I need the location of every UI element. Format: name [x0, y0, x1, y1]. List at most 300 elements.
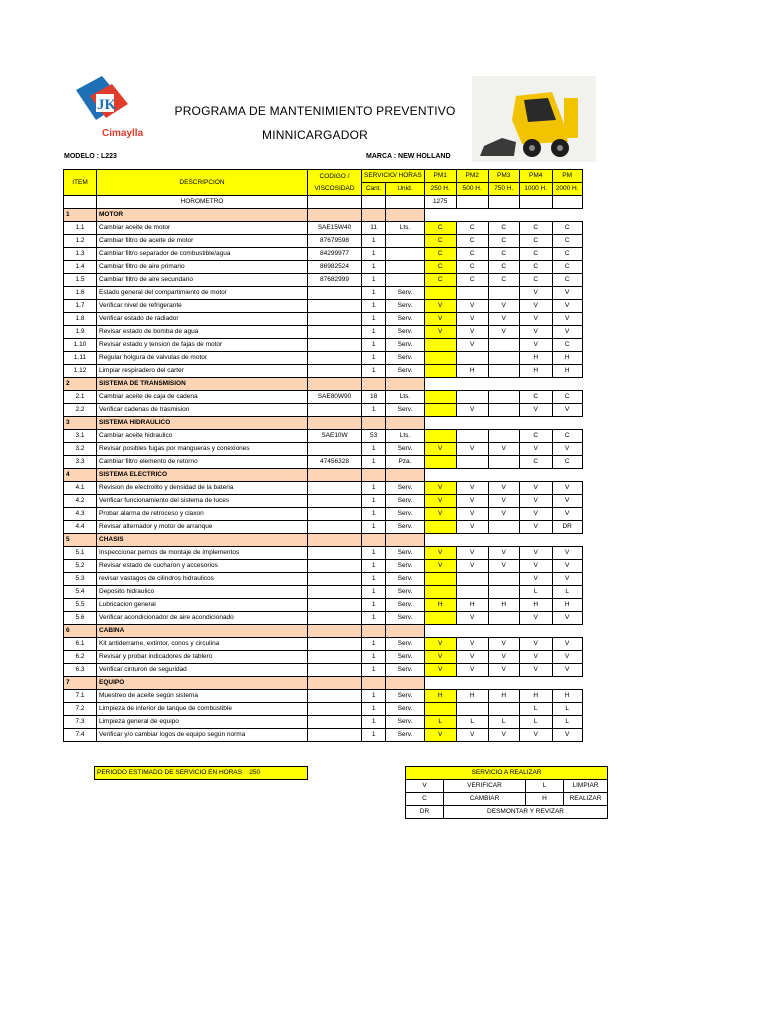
pm-cell: V: [424, 482, 456, 495]
section-row: [64, 534, 583, 547]
pm-cell: [488, 456, 519, 469]
pm-cell: [488, 287, 519, 300]
empty-cell: [519, 209, 552, 222]
empty-cell: [308, 378, 362, 391]
empty-cell: [424, 378, 456, 391]
item-description: Verificar y/o cambiar logos de equipo según norma: [97, 729, 308, 742]
pm-cell: L: [552, 586, 582, 599]
pm-cell: V: [519, 638, 552, 651]
pm-cell: V: [488, 560, 519, 573]
pm-cell: C: [424, 235, 456, 248]
pm-cell: C: [424, 248, 456, 261]
empty-cell: [362, 534, 386, 547]
item-unid: Serv.: [386, 664, 424, 677]
table-row: [64, 404, 583, 417]
pm-cell: V: [424, 729, 456, 742]
item-number: 7.3: [64, 716, 97, 729]
empty-cell: [488, 378, 519, 391]
pm-cell: [424, 365, 456, 378]
table-row: [64, 326, 583, 339]
item-code: [308, 729, 362, 742]
pm-cell: C: [488, 274, 519, 287]
pm-cell: [424, 573, 456, 586]
pm-cell: [424, 287, 456, 300]
pm-cell: [456, 391, 488, 404]
pm-cell: C: [519, 274, 552, 287]
item-cant: 1: [362, 599, 386, 612]
pm-cell: L: [424, 716, 456, 729]
item-code: [308, 586, 362, 599]
empty-cell: [552, 625, 582, 638]
pm-cell: [424, 430, 456, 443]
item-number: 1.9: [64, 326, 97, 339]
item-cant: 18: [362, 391, 386, 404]
pm-cell: V: [456, 495, 488, 508]
pm-cell: C: [552, 339, 582, 352]
header-row: [64, 170, 583, 183]
empty-cell: [386, 469, 424, 482]
horometro-value: 1275: [424, 196, 456, 209]
pm-cell: V: [456, 729, 488, 742]
item-description: Cambiar filtro de aire primario: [97, 261, 308, 274]
item-unid: [386, 261, 424, 274]
item-description: Verificar cadenas de trasmision: [97, 404, 308, 417]
item-cant: 1: [362, 443, 386, 456]
table-row: [64, 729, 583, 742]
item-description: Revisar alternador y motor de arranque: [97, 521, 308, 534]
pm-cell: V: [519, 300, 552, 313]
item-code: [308, 339, 362, 352]
pm-cell: [424, 352, 456, 365]
pm-cell: V: [552, 560, 582, 573]
empty-cell: [424, 417, 456, 430]
item-number: 6.2: [64, 651, 97, 664]
pm-cell: C: [552, 248, 582, 261]
table-row: [64, 599, 583, 612]
item-cant: 1: [362, 729, 386, 742]
item-unid: Serv.: [386, 703, 424, 716]
legend-value: LIMPIAR: [564, 780, 608, 793]
pm-cell: V: [424, 638, 456, 651]
pm-cell: H: [424, 599, 456, 612]
empty-cell: [424, 625, 456, 638]
empty-cell: [362, 378, 386, 391]
empty-cell: [456, 417, 488, 430]
pm-cell: H: [456, 599, 488, 612]
empty-cell: [552, 196, 582, 209]
empty-cell: [308, 625, 362, 638]
pm-cell: V: [456, 521, 488, 534]
item-code: [308, 599, 362, 612]
pm-cell: V: [488, 300, 519, 313]
pm-cell: V: [488, 313, 519, 326]
pm-cell: [456, 352, 488, 365]
item-cant: 1: [362, 274, 386, 287]
table-row: [64, 391, 583, 404]
pm-cell: H: [552, 352, 582, 365]
item-number: 1.2: [64, 235, 97, 248]
header-pm: PM1: [424, 170, 456, 183]
header-pm: PM2: [456, 170, 488, 183]
pm-cell: V: [424, 300, 456, 313]
pm-cell: C: [456, 261, 488, 274]
pm-cell: V: [519, 482, 552, 495]
empty-cell: [519, 625, 552, 638]
empty-cell: [456, 196, 488, 209]
pm-cell: [424, 586, 456, 599]
item-description: Cambiar filtro elemento de retorno: [97, 456, 308, 469]
legend-value: REALIZAR: [564, 793, 608, 806]
pm-cell: L: [552, 703, 582, 716]
section-name: CABINA: [97, 625, 308, 638]
item-unid: Serv.: [386, 287, 424, 300]
pm-cell: V: [488, 664, 519, 677]
item-cant: 53: [362, 430, 386, 443]
item-description: Revisar estado de cucharon y accesorios: [97, 560, 308, 573]
pm-cell: V: [519, 521, 552, 534]
item-number: 3.1: [64, 430, 97, 443]
item-number: 5.4: [64, 586, 97, 599]
pm-cell: C: [488, 222, 519, 235]
pm-cell: [488, 612, 519, 625]
pm-cell: V: [519, 495, 552, 508]
item-unid: Serv.: [386, 313, 424, 326]
pm-cell: C: [519, 222, 552, 235]
item-unid: Serv.: [386, 599, 424, 612]
pm-cell: DR: [552, 521, 582, 534]
item-number: 4.2: [64, 495, 97, 508]
pm-cell: V: [456, 339, 488, 352]
legend-key: V: [406, 780, 444, 793]
header-pm-hours: 500 H.: [456, 183, 488, 196]
pm-cell: V: [552, 443, 582, 456]
item-number: 7.4: [64, 729, 97, 742]
pm-cell: C: [552, 391, 582, 404]
table-row: [64, 612, 583, 625]
item-code: SAE15W40: [308, 222, 362, 235]
pm-cell: V: [519, 664, 552, 677]
pm-cell: V: [552, 404, 582, 417]
pm-cell: C: [424, 222, 456, 235]
pm-cell: C: [456, 235, 488, 248]
item-cant: 1: [362, 352, 386, 365]
item-number: 1.1: [64, 222, 97, 235]
empty-cell: [456, 534, 488, 547]
pm-cell: V: [424, 664, 456, 677]
pm-cell: H: [519, 365, 552, 378]
item-code: [308, 703, 362, 716]
item-code: [308, 573, 362, 586]
pm-cell: C: [519, 248, 552, 261]
pm-cell: V: [424, 313, 456, 326]
item-code: [308, 560, 362, 573]
pm-cell: V: [456, 651, 488, 664]
empty-cell: [488, 209, 519, 222]
pm-cell: V: [552, 729, 582, 742]
table-row: [64, 664, 583, 677]
empty-cell: [362, 209, 386, 222]
item-code: [308, 365, 362, 378]
item-unid: [386, 248, 424, 261]
empty-cell: [488, 469, 519, 482]
item-cant: 1: [362, 365, 386, 378]
item-unid: Serv.: [386, 482, 424, 495]
empty-cell: [552, 534, 582, 547]
pm-cell: V: [456, 547, 488, 560]
empty-cell: [456, 209, 488, 222]
pm-cell: V: [519, 547, 552, 560]
logo-letters: JK: [97, 97, 117, 113]
table-row: [64, 365, 583, 378]
periodo-cell: [95, 767, 308, 780]
item-unid: [386, 274, 424, 287]
item-cant: 1: [362, 261, 386, 274]
pm-cell: V: [456, 443, 488, 456]
item-code: [308, 612, 362, 625]
item-description: Verificar funcionamiento del sistema de luces: [97, 495, 308, 508]
item-unid: Serv.: [386, 651, 424, 664]
pm-cell: L: [519, 586, 552, 599]
pm-cell: L: [519, 703, 552, 716]
header-pm: PM: [552, 170, 582, 183]
empty-cell: [519, 677, 552, 690]
item-description: Probar alarma de retroceso y claxon: [97, 508, 308, 521]
pm-cell: V: [456, 300, 488, 313]
pm-cell: H: [456, 365, 488, 378]
pm-cell: V: [552, 612, 582, 625]
pm-cell: C: [519, 261, 552, 274]
pm-cell: [488, 430, 519, 443]
pm-cell: V: [456, 664, 488, 677]
pm-cell: V: [456, 638, 488, 651]
item-unid: Serv.: [386, 352, 424, 365]
item-unid: Serv.: [386, 690, 424, 703]
pm-cell: V: [552, 547, 582, 560]
empty-cell: [488, 677, 519, 690]
pm-cell: V: [552, 482, 582, 495]
pm-cell: V: [519, 339, 552, 352]
item-unid: Serv.: [386, 560, 424, 573]
pm-cell: V: [552, 495, 582, 508]
item-cant: 1: [362, 664, 386, 677]
pm-cell: V: [488, 495, 519, 508]
pm-cell: H: [552, 599, 582, 612]
item-number: 1.3: [64, 248, 97, 261]
item-unid: Serv.: [386, 365, 424, 378]
empty-cell: [386, 417, 424, 430]
item-code: [308, 482, 362, 495]
company-logo: [72, 72, 152, 144]
pm-cell: V: [519, 326, 552, 339]
item-number: 7.2: [64, 703, 97, 716]
item-cant: 1: [362, 690, 386, 703]
pm-cell: V: [424, 495, 456, 508]
pm-cell: V: [424, 651, 456, 664]
pm-cell: [488, 391, 519, 404]
section-row: [64, 378, 583, 391]
pm-cell: V: [552, 573, 582, 586]
item-code: [308, 352, 362, 365]
item-code: [308, 404, 362, 417]
pm-cell: H: [519, 690, 552, 703]
section-number: 2: [64, 378, 97, 391]
pm-cell: C: [552, 274, 582, 287]
table-row: [64, 235, 583, 248]
maintenance-table: [63, 169, 583, 742]
legend-key: L: [526, 780, 564, 793]
pm-cell: V: [519, 651, 552, 664]
item-description: Limpieza general de equipo: [97, 716, 308, 729]
item-cant: 1: [362, 235, 386, 248]
item-description: Cambiar aceite de caja de cadena: [97, 391, 308, 404]
header-unid: Unid.: [386, 183, 424, 196]
item-cant: 1: [362, 560, 386, 573]
item-unid: Serv.: [386, 326, 424, 339]
table-row: [64, 521, 583, 534]
empty-cell: [308, 417, 362, 430]
empty-cell: [488, 625, 519, 638]
pm-cell: V: [552, 508, 582, 521]
item-code: [308, 495, 362, 508]
table-row: [64, 547, 583, 560]
item-cant: 1: [362, 482, 386, 495]
pm-cell: H: [456, 690, 488, 703]
table-row: [64, 638, 583, 651]
empty-cell: [308, 209, 362, 222]
item-number: 6.3: [64, 664, 97, 677]
item-description: Regular holgura de valvulas de motor: [97, 352, 308, 365]
section-name: MOTOR: [97, 209, 308, 222]
section-name: SISTEMA DE TRANSMISION: [97, 378, 308, 391]
item-unid: Lts.: [386, 430, 424, 443]
section-number: 3: [64, 417, 97, 430]
empty-cell: [488, 196, 519, 209]
item-number: 3.2: [64, 443, 97, 456]
item-description: Cambiar filtro de aceite de motor: [97, 235, 308, 248]
pm-cell: C: [519, 235, 552, 248]
item-code: SAE10W: [308, 430, 362, 443]
pm-cell: V: [456, 404, 488, 417]
pm-cell: [424, 404, 456, 417]
item-number: 6.1: [64, 638, 97, 651]
horometro-label: HOROMETRO: [97, 196, 308, 209]
item-cant: 1: [362, 703, 386, 716]
pm-cell: V: [552, 326, 582, 339]
section-name: SISTEMA HIDRAULICO: [97, 417, 308, 430]
pm-cell: V: [488, 638, 519, 651]
header-servicio: SERVICIO/ HORAS: [362, 170, 425, 183]
item-number: 3.3: [64, 456, 97, 469]
section-name: CHASIS: [97, 534, 308, 547]
section-number: 5: [64, 534, 97, 547]
section-row: [64, 469, 583, 482]
item-number: 2.1: [64, 391, 97, 404]
periodo-label: PERIODO ESTIMADO DE SERVICIO EN HORAS: [97, 769, 243, 776]
table-row: [64, 352, 583, 365]
item-cant: 1: [362, 586, 386, 599]
pm-cell: V: [424, 443, 456, 456]
item-number: 4.4: [64, 521, 97, 534]
table-row: [64, 300, 583, 313]
pm-cell: [456, 430, 488, 443]
item-code: [308, 508, 362, 521]
pm-cell: V: [519, 404, 552, 417]
item-description: Revisar estado y tension de fajas de motor: [97, 339, 308, 352]
empty-cell: [552, 417, 582, 430]
pm-cell: H: [424, 690, 456, 703]
pm-cell: [488, 365, 519, 378]
item-code: 84299977: [308, 248, 362, 261]
pm-cell: L: [456, 716, 488, 729]
item-cant: 1: [362, 404, 386, 417]
item-description: Cambiar aceite de motor: [97, 222, 308, 235]
table-row: [64, 274, 583, 287]
pm-cell: V: [488, 729, 519, 742]
table-row: [64, 508, 583, 521]
pm-cell: L: [519, 716, 552, 729]
pm-cell: [488, 404, 519, 417]
item-description: Verificar cinturon de seguridad: [97, 664, 308, 677]
empty-cell: [308, 534, 362, 547]
header-item: ITEM: [64, 170, 97, 196]
document-title: PROGRAMA DE MANTENIMIENTO PREVENTIVO: [174, 104, 456, 118]
table-row: [64, 560, 583, 573]
pm-cell: L: [552, 716, 582, 729]
empty-cell: [362, 625, 386, 638]
table-row: [64, 430, 583, 443]
item-code: 87679598: [308, 235, 362, 248]
empty-cell: [456, 469, 488, 482]
table-row: [64, 456, 583, 469]
item-code: [308, 313, 362, 326]
item-unid: Serv.: [386, 300, 424, 313]
empty-cell: [362, 417, 386, 430]
pm-cell: H: [488, 690, 519, 703]
item-code: [308, 300, 362, 313]
item-code: [308, 690, 362, 703]
pm-cell: C: [456, 274, 488, 287]
item-cant: 11: [362, 222, 386, 235]
empty-cell: [386, 625, 424, 638]
pm-cell: [424, 456, 456, 469]
item-description: Cambiar filtro de aire secundario: [97, 274, 308, 287]
item-code: 87682999: [308, 274, 362, 287]
pm-cell: [456, 573, 488, 586]
pm-cell: C: [552, 456, 582, 469]
section-name: SISTEMA ELECTRICO: [97, 469, 308, 482]
pm-cell: [424, 521, 456, 534]
item-unid: Serv.: [386, 443, 424, 456]
table-row: [64, 651, 583, 664]
pm-cell: L: [488, 716, 519, 729]
item-number: 4.3: [64, 508, 97, 521]
item-number: 1.12: [64, 365, 97, 378]
empty-cell: [362, 196, 386, 209]
item-description: Revisar y probar indicadores de tablero: [97, 651, 308, 664]
item-number: 5.3: [64, 573, 97, 586]
item-number: 5.6: [64, 612, 97, 625]
pm-cell: C: [488, 261, 519, 274]
empty-cell: [424, 469, 456, 482]
item-cant: 1: [362, 547, 386, 560]
pm-cell: H: [519, 599, 552, 612]
legend-value: CAMBIAR: [444, 793, 526, 806]
pm-cell: V: [424, 560, 456, 573]
pm-cell: V: [552, 638, 582, 651]
item-description: Deposito hidraulico: [97, 586, 308, 599]
pm-cell: V: [424, 326, 456, 339]
item-description: Cambiar filtro separador de combustible/agua: [97, 248, 308, 261]
